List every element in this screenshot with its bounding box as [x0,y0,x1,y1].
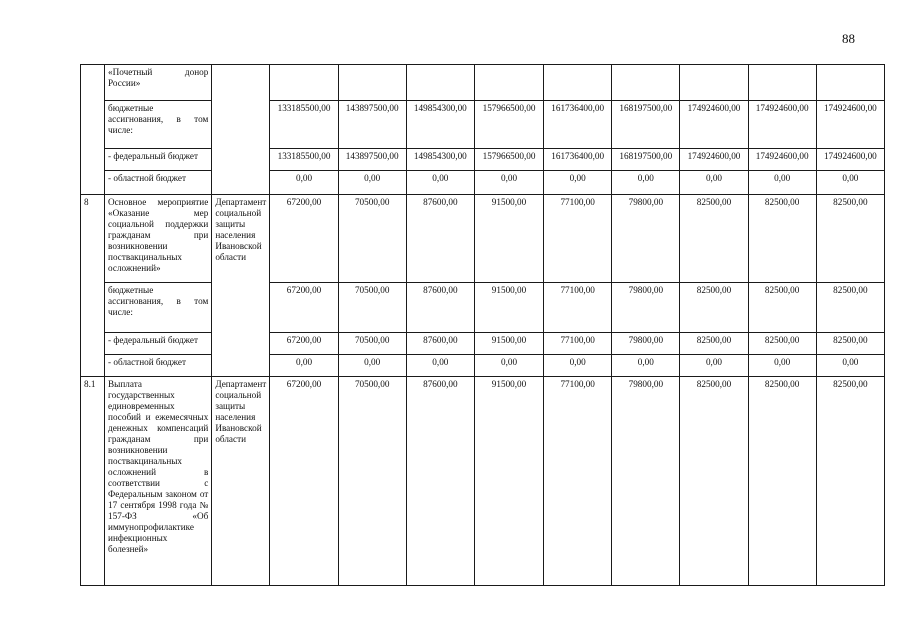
row-name: - федеральный бюджет [105,149,212,171]
value-cell: 77100,00 [544,377,612,586]
value-cell: 149854300,00 [406,149,474,171]
value-cell: 149854300,00 [406,101,474,149]
value-cell [816,65,884,101]
value-cell: 70500,00 [338,333,406,355]
value-cell: 82500,00 [816,377,884,586]
executor-cell: Департамент социальной защиты населения Ивановской области [212,377,270,586]
value-cell: 0,00 [816,171,884,195]
value-cell [612,65,680,101]
value-cell: 133185500,00 [270,149,338,171]
value-cell: 82500,00 [680,283,748,333]
value-cell: 82500,00 [748,195,816,283]
value-cell: 87600,00 [406,377,474,586]
value-cell: 79800,00 [612,333,680,355]
value-cell: 174924600,00 [748,149,816,171]
table-row [81,65,885,101]
value-cell: 0,00 [270,171,338,195]
value-cell: 82500,00 [748,333,816,355]
value-cell: 91500,00 [474,195,543,283]
value-cell: 82500,00 [748,377,816,586]
value-cell: 91500,00 [474,283,543,333]
row-name: - областной бюджет [105,355,212,377]
value-cell: 161736400,00 [544,149,612,171]
value-cell: 0,00 [748,171,816,195]
value-cell: 79800,00 [612,377,680,586]
value-cell: 77100,00 [544,195,612,283]
table-row [81,171,885,195]
table-row [81,355,885,377]
value-cell: 87600,00 [406,195,474,283]
value-cell: 143897500,00 [338,101,406,149]
value-cell [680,65,748,101]
value-cell: 82500,00 [816,333,884,355]
value-cell: 0,00 [748,355,816,377]
value-cell: 67200,00 [270,283,338,333]
executor-cell [212,65,270,195]
value-cell: 82500,00 [816,195,884,283]
value-cell: 77100,00 [544,333,612,355]
value-cell: 82500,00 [680,377,748,586]
value-cell [748,65,816,101]
table-row [81,283,885,333]
value-cell: 174924600,00 [816,149,884,171]
value-cell: 174924600,00 [816,101,884,149]
value-cell: 82500,00 [748,283,816,333]
table-row [81,149,885,171]
value-cell: 91500,00 [474,333,543,355]
value-cell: 133185500,00 [270,101,338,149]
value-cell: 67200,00 [270,333,338,355]
value-cell: 157966500,00 [474,101,543,149]
value-cell: 0,00 [406,355,474,377]
value-cell: 79800,00 [612,195,680,283]
value-cell: 67200,00 [270,377,338,586]
value-cell: 67200,00 [270,195,338,283]
value-cell: 0,00 [474,355,543,377]
row-number: 8 [81,195,105,377]
value-cell [406,65,474,101]
value-cell: 0,00 [612,355,680,377]
row-name: - областной бюджет [105,171,212,195]
value-cell: 0,00 [338,171,406,195]
value-cell: 82500,00 [680,333,748,355]
row-name: - федеральный бюджет [105,333,212,355]
value-cell [270,65,338,101]
value-cell: 0,00 [270,355,338,377]
row-name: «Почетный донор России» [105,65,212,101]
value-cell: 0,00 [680,171,748,195]
row-name: бюджетные ассигнования, в том числе: [105,101,212,149]
table-row [81,101,885,149]
executor-cell: Департамент социальной защиты населения Ивановской области [212,195,270,377]
row-number: 8.1 [81,377,105,586]
value-cell: 157966500,00 [474,149,543,171]
value-cell: 77100,00 [544,283,612,333]
value-cell: 143897500,00 [338,149,406,171]
value-cell: 82500,00 [816,283,884,333]
value-cell [544,65,612,101]
value-cell: 174924600,00 [748,101,816,149]
value-cell: 0,00 [680,355,748,377]
row-number [81,65,105,195]
value-cell: 168197500,00 [612,149,680,171]
page-number: 88 [842,31,855,46]
value-cell: 70500,00 [338,283,406,333]
value-cell: 161736400,00 [544,101,612,149]
value-cell: 174924600,00 [680,149,748,171]
table-row [81,333,885,355]
value-cell: 0,00 [406,171,474,195]
row-name: Выплата государственных единовременных пособий и ежемесячных денежных компенсаций гражданам при возникновении поствакцинальных осложнений в соответствии с Федеральным законом от 17 сентября 1998 года № 157-ФЗ «Об иммунопрофилактике инфекционных болезней» [105,377,212,586]
table-row [81,377,885,586]
value-cell: 0,00 [544,171,612,195]
value-cell: 91500,00 [474,377,543,586]
value-cell: 70500,00 [338,377,406,586]
budget-table [80,64,885,586]
value-cell: 174924600,00 [680,101,748,149]
table-row [81,195,885,283]
value-cell: 0,00 [338,355,406,377]
value-cell: 0,00 [544,355,612,377]
value-cell: 0,00 [474,171,543,195]
value-cell [474,65,543,101]
value-cell: 0,00 [816,355,884,377]
row-name: бюджетные ассигнования, в том числе: [105,283,212,333]
value-cell: 87600,00 [406,283,474,333]
value-cell: 70500,00 [338,195,406,283]
value-cell [338,65,406,101]
value-cell: 79800,00 [612,283,680,333]
row-name: Основное мероприятие «Оказание мер социальной поддержки гражданам при возникновении поствакцинальных осложнений» [105,195,212,283]
value-cell: 168197500,00 [612,101,680,149]
value-cell: 87600,00 [406,333,474,355]
value-cell: 82500,00 [680,195,748,283]
value-cell: 0,00 [612,171,680,195]
